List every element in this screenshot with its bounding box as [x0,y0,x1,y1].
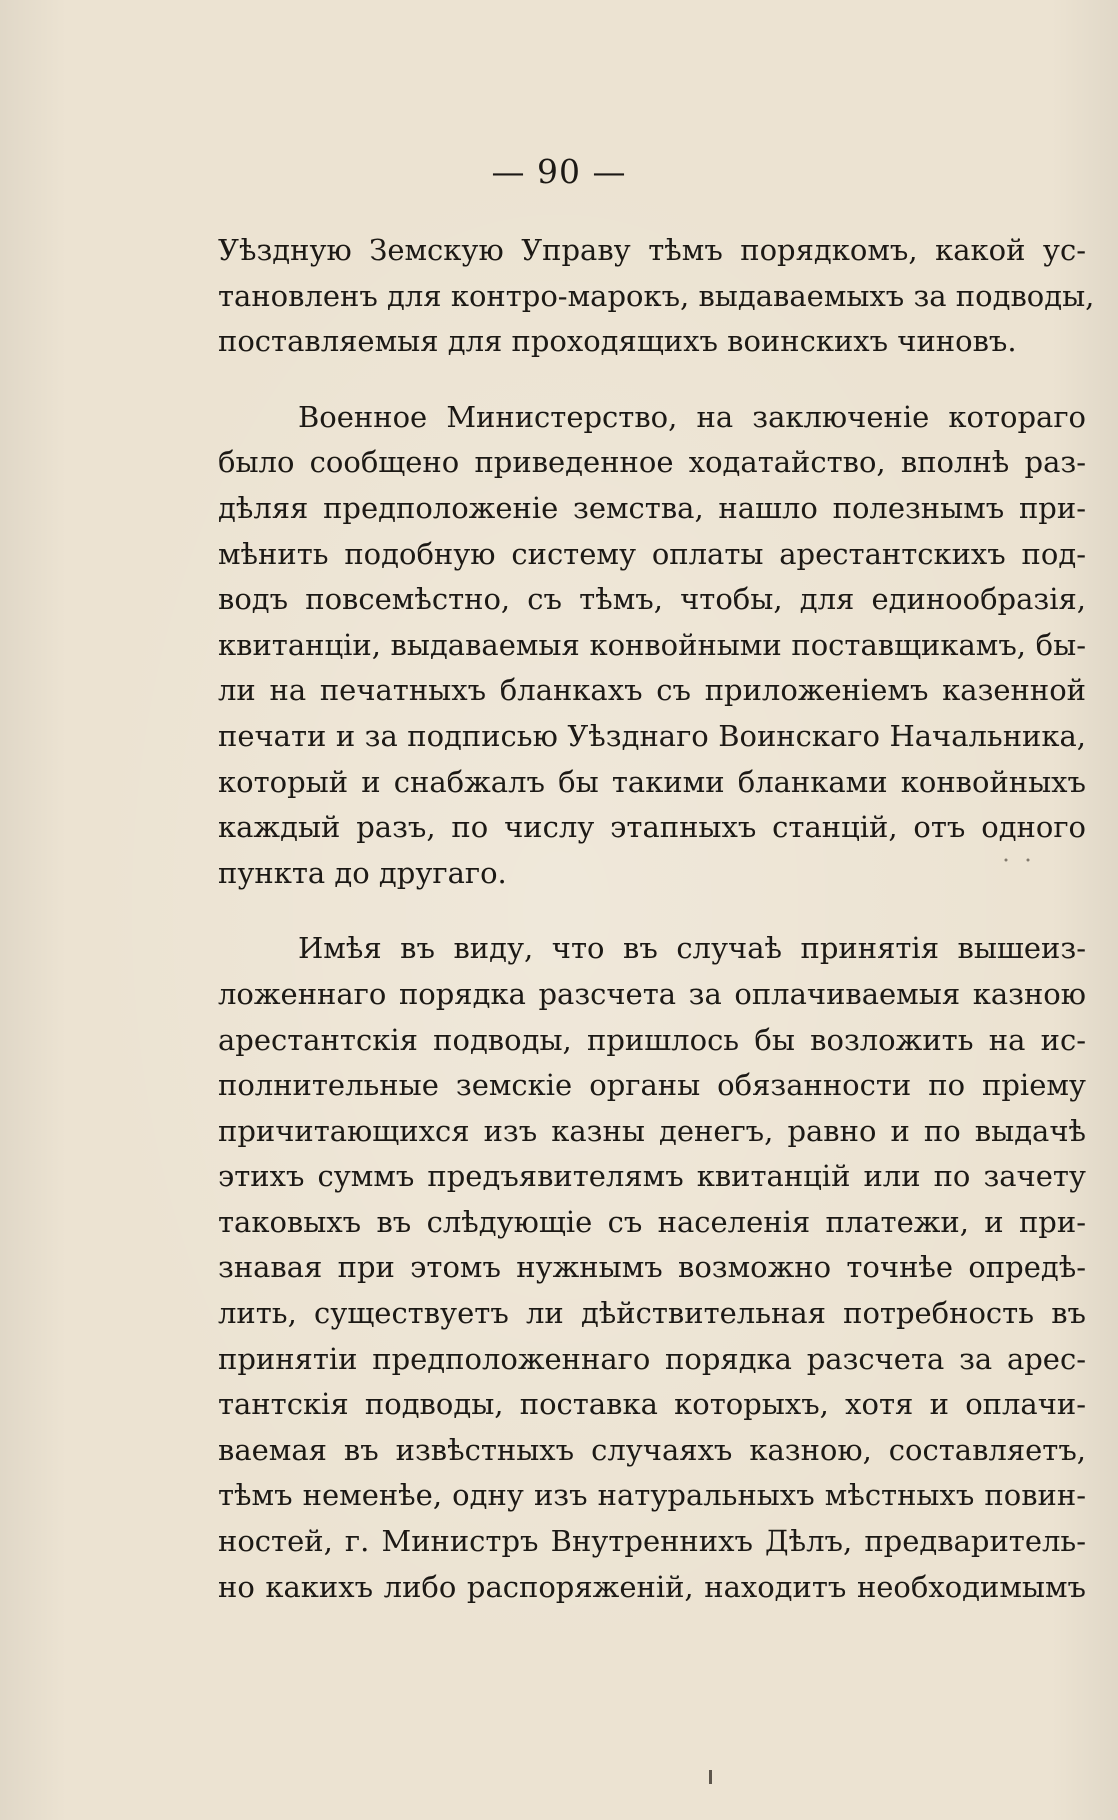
text-line: Военное Министерство, на заключеніе котораго [298,399,1086,434]
text-line: таковыхъ въ слѣдующіе съ населенія платежи, и при- [218,1204,1086,1239]
page-number: — 90 — [491,152,627,191]
paragraph-2 [218,395,1086,897]
text-line: Имѣя въ виду, что въ случаѣ принятія вышеиз- [298,931,1086,966]
text-line: пункта до другаго. [218,855,507,890]
text-line: но какихъ либо распоряженій, находитъ необходимымъ [218,1569,1086,1604]
paragraph-gap [218,896,1086,926]
text-line: этихъ суммъ предъявителямъ квитанцій или по зачету [218,1159,1086,1194]
ink-speck [709,1770,712,1784]
paragraph-1 [218,228,1095,365]
text-line: принятіи предположеннаго порядка разсчета за арес- [218,1341,1086,1376]
text-line: арестантскія подводы, пришлось бы возложить на ис- [218,1022,1086,1057]
text-line: знавая при этомъ нужнымъ возможно точнѣе опредѣ- [218,1250,1086,1285]
text-line: тантскія подводы, поставка которыхъ, хотя и оплачи- [218,1387,1086,1422]
text-line: причитающихся изъ казны денегъ, равно и по выдачѣ [218,1113,1086,1148]
text-line: каждый разъ, по числу этапныхъ станцій, отъ одного [218,810,1086,845]
text-line: тѣмъ неменѣе, одну изъ натуральныхъ мѣстныхъ повин- [218,1478,1086,1513]
text-line: тановленъ для контро-марокъ, выдаваемыхъ за подводы, [218,278,1095,313]
text-line: ваемая въ извѣстныхъ случаяхъ казною, составляетъ, [218,1432,1086,1467]
paragraph-gap [218,365,1086,395]
body-text [218,228,1095,1610]
text-line: ностей, г. Министръ Внутреннихъ Дѣлъ, предваритель- [218,1524,1086,1559]
text-line: водъ повсемѣстно, съ тѣмъ, чтобы, для единообразія, [218,582,1086,617]
text-line: ли на печатныхъ бланкахъ съ приложеніемъ казенной [218,673,1086,708]
text-line: который и снабжалъ бы такими бланками конвойныхъ [218,764,1086,799]
text-line: мѣнить подобную систему оплаты арестантскихъ под- [218,536,1086,571]
text-line: полнительные земскіе органы обязанности по пріему [218,1068,1086,1103]
text-line: лить, существуетъ ли дѣйствительная потребность въ [218,1296,1086,1331]
text-line: было сообщено приведенное ходатайство, вполнѣ раз- [218,445,1086,480]
text-line: квитанціи, выдаваемыя конвойными поставщикамъ, бы- [218,627,1086,662]
text-line: поставляемыя для проходящихъ воинскихъ чиновъ. [218,324,1017,359]
text-line: печати и за подписью Уѣзднаго Воинскаго Начальника, [218,718,1086,753]
text-line: дѣляя предположеніе земства, нашло полезнымъ при- [218,490,1086,525]
text-line: Уѣздную Земскую Управу тѣмъ порядкомъ, какой ус- [218,233,1086,267]
paragraph-3 [218,926,1086,1610]
text-line: ложеннаго порядка разсчета за оплачиваемыя казною [218,976,1086,1011]
